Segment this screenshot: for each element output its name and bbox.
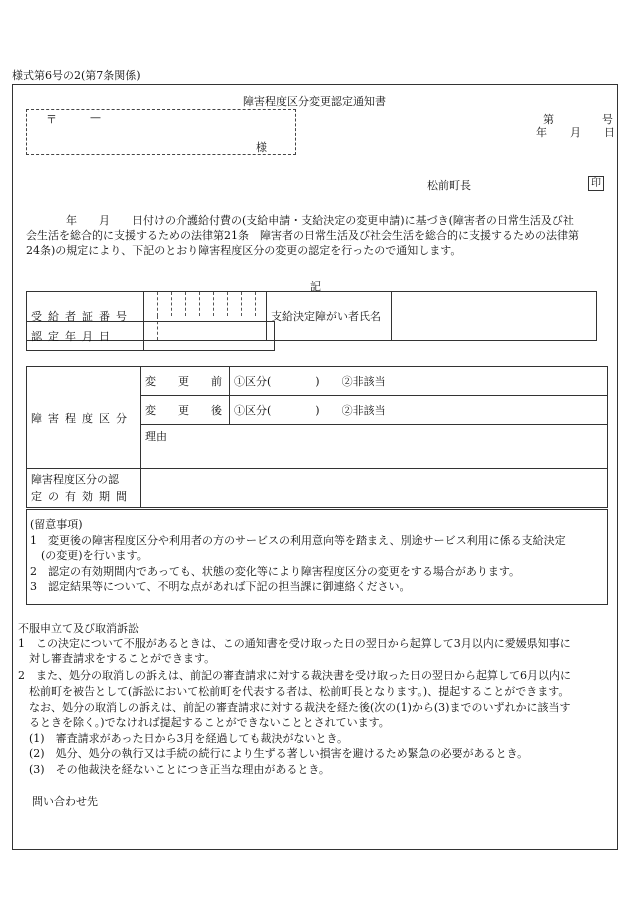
cert-date-field[interactable] xyxy=(144,322,275,351)
disability-level-table xyxy=(26,366,608,508)
document-title: 障害程度区分変更認定通知書 xyxy=(243,95,386,108)
issuer-name: 松前町長 xyxy=(427,179,471,192)
contact-label: 問い合わせ先 xyxy=(32,795,98,808)
decision-person-field[interactable] xyxy=(392,292,597,341)
seal-mark: 印 xyxy=(588,176,604,191)
validity-field[interactable] xyxy=(141,469,608,508)
ki-label: 記 xyxy=(310,280,321,293)
recipient-no-label: 受給者証番号 xyxy=(27,292,144,341)
before-label: 変 更 前 xyxy=(141,367,230,396)
appeal-line-4: 松前町を被告として(訴訟において松前町を代表する者は、松前町長となります。)、提起することができます。 xyxy=(18,685,570,698)
appeal-line-5: なお、処分の取消しの訴えは、前記の審査請求に対する裁決を経た後(次の(1)から(3)までのいずれかに該当す xyxy=(18,701,571,714)
intro-line-2: 会生活を総合的に支援するための法律第21条 障害者の日常生活及び社会生活を総合的に支援するための法律第 xyxy=(26,229,579,242)
notes-item-3: 3 認定結果等について、不明な点があれば下記の担当課に御連絡ください。 xyxy=(30,580,411,593)
validity-label-2: 定の有効期間 xyxy=(31,490,133,503)
before-options[interactable]: ①区分( ) ②非該当 xyxy=(230,367,608,396)
reason-label: 理由 xyxy=(145,430,167,443)
appeal-line-3: 2 また、処分の取消しの訴えは、前記の審査請求に対する裁決書を受け取った日の翌日から起算して6月以内に xyxy=(18,669,571,682)
postal-dash: — xyxy=(90,111,101,124)
notes-heading: (留意事項) xyxy=(30,518,83,531)
section-label: 障害程度区分 xyxy=(27,367,141,469)
number-dai: 第 xyxy=(543,113,554,126)
appeal-line-1: 1 この決定について不服があるときは、この通知書を受け取った日の翌日から起算して3月以内に愛媛県知事に xyxy=(18,637,571,650)
appeal-line-2: 対し審査請求をすることができます。 xyxy=(18,652,216,665)
date-day: 日 xyxy=(604,126,615,139)
honorific: 様 xyxy=(256,141,267,154)
number-go: 号 xyxy=(602,113,613,126)
date-month: 月 xyxy=(570,126,581,139)
appeal-line-6: るときを除く。)でなければ提起することができないこととされています。 xyxy=(18,716,390,729)
cert-date-label: 認定年月日 xyxy=(27,322,144,351)
form-label: 様式第6号の2(第7条関係) xyxy=(12,69,141,82)
intro-line-3: 24条)の規定により、下記のとおり障害程度区分の変更の認定を行ったので通知します。 xyxy=(26,244,462,257)
notes-item-1: 1 変更後の障害程度区分や利用者の方のサービスの利用意向等を踏まえ、別途サービス利用に係る支給決定 xyxy=(30,534,566,547)
decision-person-label: 支給決定障がい者氏名 xyxy=(267,292,392,341)
appeal-line-8: (2) 処分、処分の執行又は手続の続行により生ずる著しい損害を避けるため緊急の必要があるとき。 xyxy=(18,747,529,760)
appeal-heading: 不服申立て及び取消訴訟 xyxy=(18,622,139,635)
notes-item-1b: (の変更)を行います。 xyxy=(30,549,148,562)
date-year: 年 xyxy=(536,126,547,139)
reason-field[interactable] xyxy=(141,425,608,469)
after-label: 変 更 後 xyxy=(141,396,230,425)
notes-item-2: 2 認定の有効期間内であっても、状態の変化等により障害程度区分の変更をする場合があります。 xyxy=(30,565,521,578)
appeal-line-9: (3) その他裁決を経ないことにつき正当な理由があるとき。 xyxy=(18,763,330,776)
validity-label-1: 障害程度区分の認 xyxy=(31,473,119,486)
after-options[interactable]: ①区分( ) ②非該当 xyxy=(230,396,608,425)
appeal-line-7: (1) 審査請求があった日から3月を経過しても裁決がないとき。 xyxy=(18,732,349,745)
intro-line-1: 年 月 日付けの介護給付費の(支給申請・支給決定の変更申請)に基づき(障害者の日常生活及び社 xyxy=(66,214,574,227)
cert-date-table xyxy=(26,321,275,351)
postal-mark: 〒 xyxy=(46,113,57,126)
